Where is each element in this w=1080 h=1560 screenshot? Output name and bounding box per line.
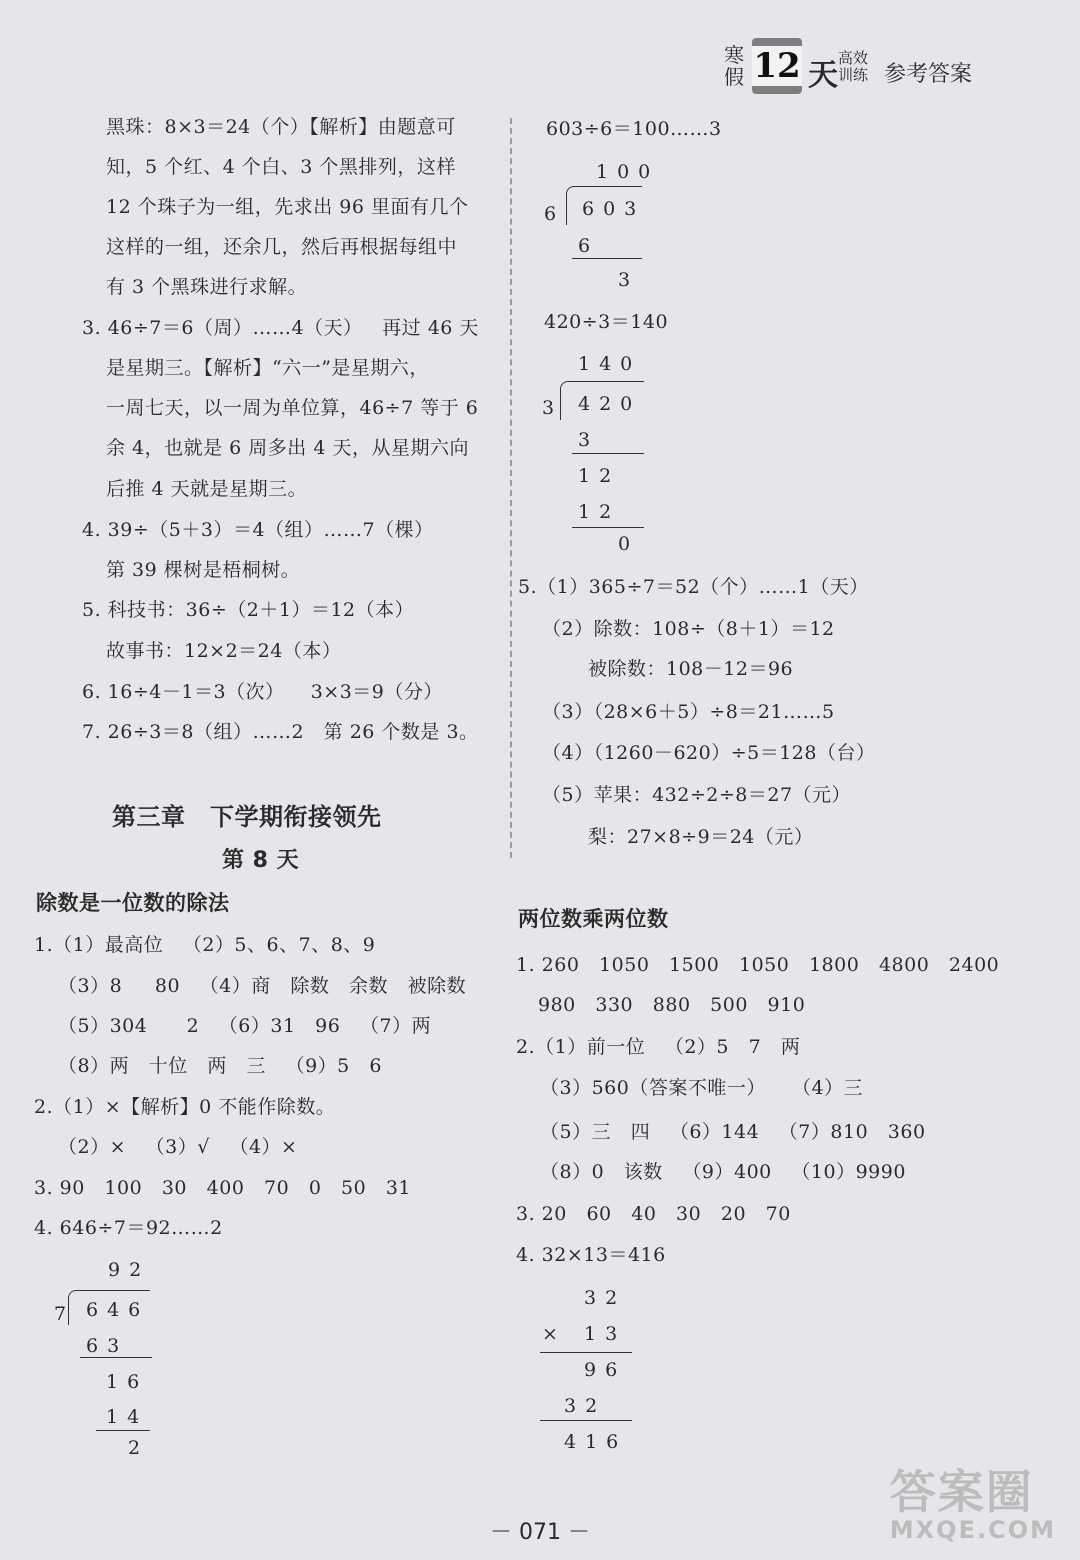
div2-rem2: 0	[618, 533, 640, 555]
left-line-1: 黑珠：8×3＝24（个）【解析】由题意可	[106, 116, 456, 138]
logo-gaoxiao	[838, 50, 868, 84]
q4-line: 4. 646÷7＝92……2	[34, 1217, 223, 1239]
header-han	[724, 44, 744, 88]
div1-bracket	[566, 186, 575, 225]
q1-line-b: （3）8 80 （4）商 除数 余数 被除数	[58, 975, 467, 997]
watermark-logo	[889, 1465, 1056, 1544]
header-han2: 假	[724, 65, 744, 89]
s1-line-a: 1. 260 1050 1500 1050 1800 4800 2400	[516, 954, 1000, 976]
ld-line1	[80, 1357, 152, 1358]
page-number: － 071 －	[490, 1520, 590, 1545]
section-title: 除数是一位数的除法	[36, 891, 230, 915]
left-line-2: 知，5 个红、4 个白、3 个黑排列，这样	[106, 156, 456, 178]
s4-line: 4. 32×13＝416	[516, 1244, 666, 1266]
ld-rem2: 2	[128, 1437, 150, 1459]
left-line-12: 第 39 棵树是梧桐树。	[106, 559, 301, 581]
p5-line-f: （5）苹果：432÷2÷8＝27（元）	[542, 784, 852, 806]
section2-title: 两位数乘两位数	[518, 907, 669, 931]
chapter-title: 第三章 下学期衔接领先	[112, 803, 382, 831]
ld-line2	[96, 1430, 150, 1431]
mul-p2: 32	[564, 1395, 607, 1417]
left-line-3: 12 个珠子为一组，先求出 96 里面有几个	[106, 196, 469, 218]
ld-top-line	[76, 1290, 150, 1291]
column-divider	[510, 118, 512, 858]
mul-line1	[540, 1352, 632, 1353]
ld-dividend: 646	[86, 1299, 150, 1321]
div2-top-line	[568, 381, 644, 382]
left-line-4: 这样的一组，还余几，然后再根据每组中	[106, 236, 458, 258]
logo-number: 12	[753, 46, 801, 86]
mul-p1: 96	[584, 1359, 627, 1381]
p5-line-c: 被除数：108－12＝96	[588, 658, 794, 680]
div1-dividend: 603	[582, 198, 646, 220]
p5-line-a: 5.（1）365÷7＝52（个）……1（天）	[518, 576, 869, 598]
ld-bracket	[68, 1290, 77, 1325]
s3-line: 3. 20 60 40 30 20 70	[516, 1203, 791, 1225]
left-line-5: 有 3 个黑珠进行求解。	[106, 276, 308, 298]
p5-line-g: 梨：27×8÷9＝24（元）	[588, 826, 814, 848]
div2-equation: 420÷3＝140	[544, 311, 669, 333]
div1-quotient: 100	[596, 161, 660, 183]
left-line-15: 6. 16÷4－1＝3（次） 3×3＝9（分）	[82, 681, 443, 703]
ld-rem1: 16	[106, 1371, 149, 1393]
p5-line-e: （4）（1260－620）÷5＝128（台）	[542, 742, 876, 764]
mul-op: ×	[542, 1323, 567, 1345]
left-line-9: 余 4，也就是 6 周多出 4 天，从星期六向	[106, 437, 469, 459]
s2-line-c: （5）三 四 （6）144 （7）810 360	[540, 1121, 926, 1143]
s2-line-d: （8）0 该数 （9）400 （10）9990	[540, 1161, 906, 1183]
left-line-11: 4. 39÷（5＋3）＝4（组）……7（棵）	[82, 519, 434, 541]
div1-sub: 6	[578, 235, 600, 257]
div2-sub1: 3	[578, 429, 600, 451]
ld-quotient: 92	[108, 1259, 151, 1281]
watermark-text-2: MXQE.COM	[889, 1516, 1056, 1544]
div1-top-line	[574, 186, 642, 187]
q1-line-a: 1.（1）最高位 （2）5、6、7、8、9	[34, 934, 376, 956]
div2-line2	[572, 527, 644, 528]
s2-line-a: 2.（1）前一位 （2）5 7 两	[516, 1036, 801, 1058]
div2-line1	[572, 453, 644, 454]
left-line-10: 后推 4 天就是星期三。	[106, 478, 308, 500]
left-line-6: 3. 46÷7＝6（周）……4（天） 再过 46 天	[82, 317, 479, 339]
mul-b: 13	[584, 1323, 627, 1345]
s1-line-b: 980 330 880 500 910	[538, 994, 806, 1016]
left-line-16: 7. 26÷3＝8（组）……2 第 26 个数是 3。	[82, 721, 479, 743]
left-line-7: 是星期三。【解析】“六一”是星期六，	[106, 357, 429, 379]
ld-sub1: 63	[86, 1335, 129, 1357]
watermark-text-1: 答案圈	[889, 1465, 1034, 1519]
q3-line: 3. 90 100 30 400 70 0 50 31	[34, 1177, 412, 1199]
p5-line-d: （3）（28×6＋5）÷8＝21……5	[542, 701, 835, 723]
s2-line-b: （3）560（答案不唯一） （4）三	[540, 1077, 864, 1099]
logo-tian: 天	[808, 58, 838, 93]
div2-sub2: 12	[578, 501, 621, 523]
div2-divisor: 3	[542, 397, 564, 419]
logo-gx1: 高效	[838, 49, 869, 67]
div2-rem1: 12	[578, 465, 621, 487]
mul-a: 32	[584, 1287, 627, 1309]
div1-rem: 3	[618, 269, 640, 291]
left-line-13: 5. 科技书：36÷（2＋1）＝12（本）	[82, 599, 415, 621]
div1-line	[572, 258, 642, 259]
left-line-8: 一周七天，以一周为单位算，46÷7 等于 6	[106, 397, 479, 419]
div2-dividend: 420	[578, 393, 642, 415]
left-line-14: 故事书：12×2＝24（本）	[106, 640, 342, 662]
div2-bracket	[560, 381, 569, 420]
div1-divisor: 6	[544, 203, 566, 225]
q2-line-a: 2.（1）×【解析】0 不能作除数。	[34, 1096, 336, 1118]
ld-sub2: 14	[106, 1406, 149, 1428]
logo-gx2: 训练	[838, 66, 869, 84]
day-title: 第 8 天	[222, 848, 300, 873]
header-han1: 寒	[724, 43, 744, 67]
div1-equation: 603÷6＝100……3	[546, 118, 722, 140]
ld-divisor: 7	[54, 1303, 76, 1325]
p5-line-b: （2）除数：108÷（8＋1）＝12	[542, 618, 835, 640]
mul-line2	[540, 1420, 632, 1421]
mul-res: 416	[564, 1431, 628, 1453]
q1-line-c: （5）304 2 （6）31 96 （7）两	[58, 1015, 432, 1037]
q1-line-d: （8）两 十位 两 三 （9）5 6	[58, 1055, 382, 1077]
header-title: 参考答案	[884, 62, 973, 87]
div2-quotient: 140	[578, 353, 642, 375]
q2-line-b: （2）× （3）√ （4）×	[58, 1136, 298, 1158]
